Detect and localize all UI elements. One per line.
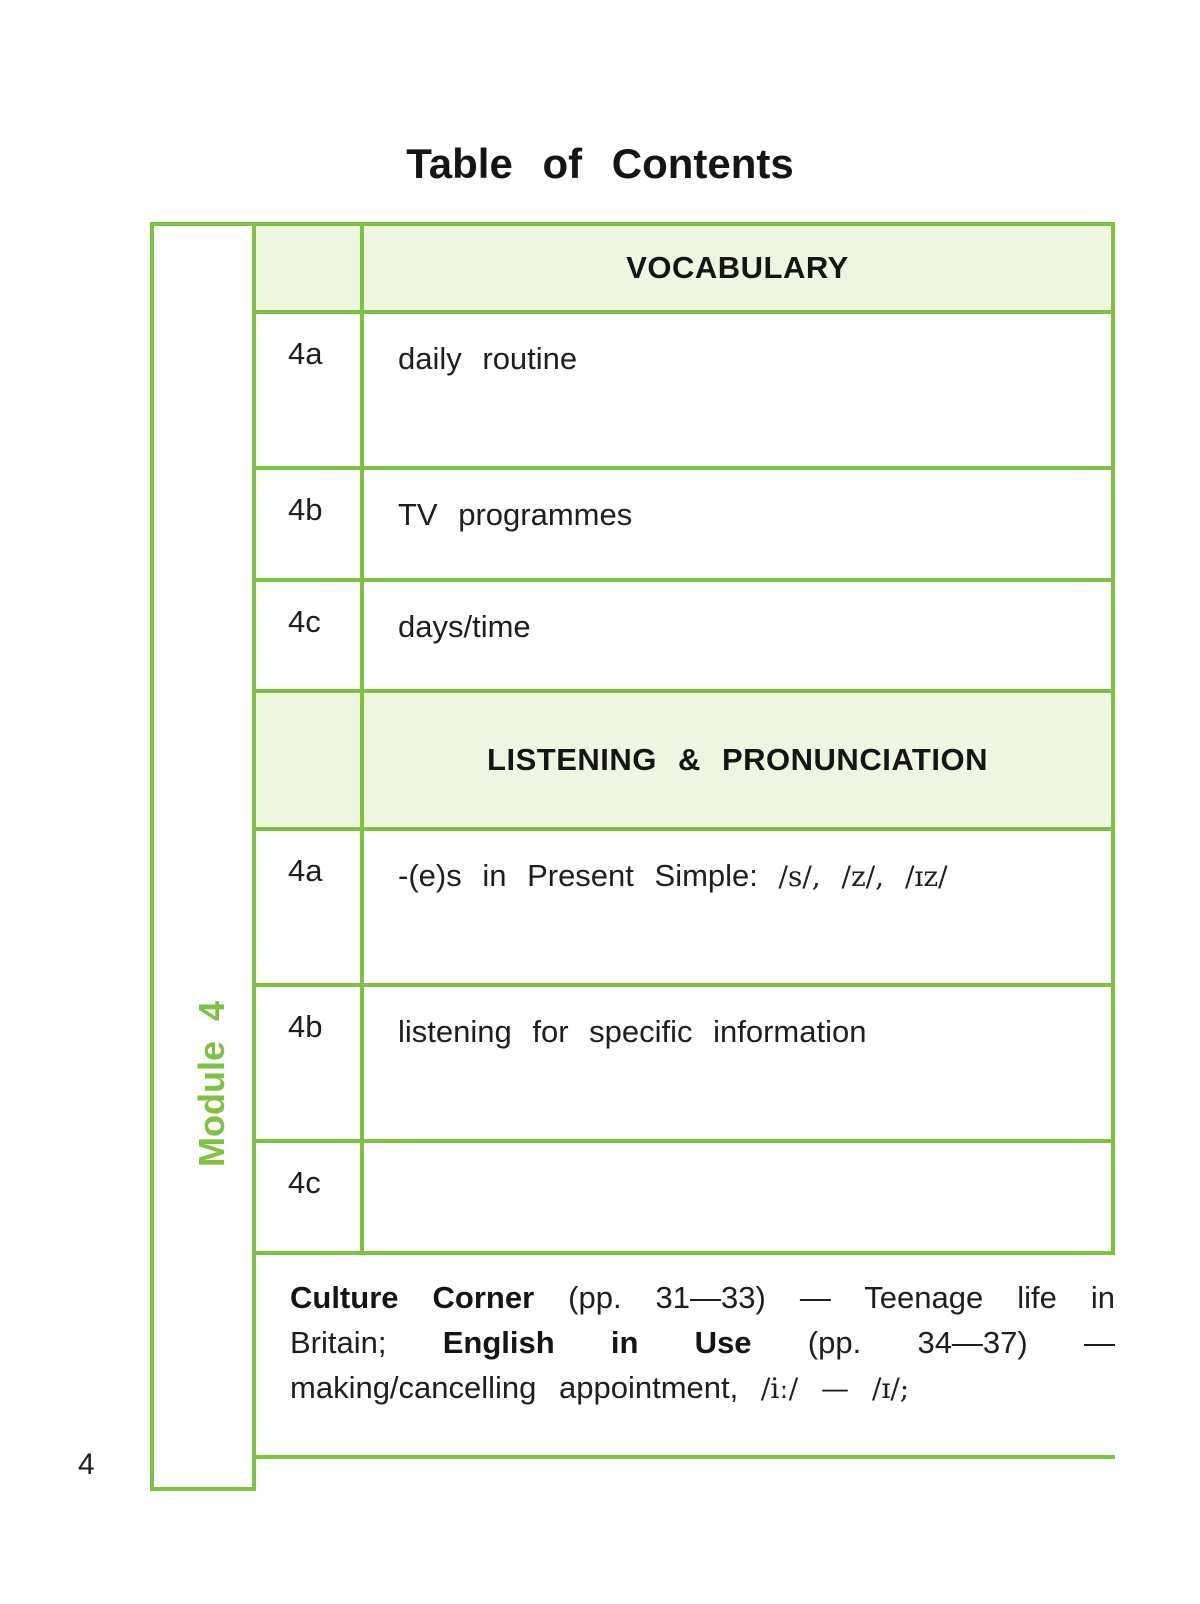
vocabulary-header-row — [256, 222, 1115, 314]
culture-corner-note — [256, 1255, 1115, 1459]
lesson-code: 4b — [256, 470, 364, 578]
culture-corner-text: (pp. 31—33) — Teenage life in Britain; — [290, 1280, 1115, 1360]
lesson-topic — [364, 831, 1115, 983]
table-row — [256, 1143, 1115, 1255]
module-label: Module 4 — [191, 1000, 232, 1168]
header-code-cell — [256, 226, 364, 310]
page-number: 4 — [78, 1448, 95, 1481]
table-row — [256, 987, 1115, 1143]
culture-corner-title: Culture Corner — [290, 1280, 535, 1315]
lesson-code: 4b — [256, 987, 364, 1139]
page-title: Table of Contents — [406, 140, 794, 187]
listening-heading: LISTENING & PRONUNCIATION — [364, 693, 1115, 827]
toc-table — [150, 222, 1115, 1497]
lesson-topic: days/time — [364, 582, 1115, 689]
table-row — [256, 314, 1115, 470]
toc-grid — [256, 222, 1115, 1459]
english-in-use-text: (pp. 34—37) — making/cancelling appointment, — [290, 1325, 1115, 1405]
lesson-code: 4c — [256, 1143, 364, 1251]
lesson-topic: daily routine — [364, 314, 1115, 466]
lesson-topic: listening for specific information — [364, 987, 1115, 1139]
table-row — [256, 582, 1115, 693]
lesson-code: 4a — [256, 314, 364, 466]
header-code-cell — [256, 693, 364, 827]
lesson-code: 4a — [256, 831, 364, 983]
table-row — [256, 470, 1115, 582]
phonetic-symbols: /iː/ — /ɪ/; — [760, 1372, 910, 1405]
listening-header-row — [256, 693, 1115, 831]
module-column — [150, 222, 256, 1491]
lesson-code: 4c — [256, 582, 364, 689]
lesson-topic-text: -(e)s in Present Simple: — [398, 858, 758, 893]
phonetic-symbols: /s/, /z/, /ɪz/ — [778, 860, 948, 893]
english-in-use-title: English in Use — [442, 1325, 752, 1360]
lesson-topic: TV programmes — [364, 470, 1115, 578]
vocabulary-heading: VOCABULARY — [364, 226, 1115, 310]
lesson-topic — [364, 1143, 1115, 1251]
table-row — [256, 831, 1115, 987]
